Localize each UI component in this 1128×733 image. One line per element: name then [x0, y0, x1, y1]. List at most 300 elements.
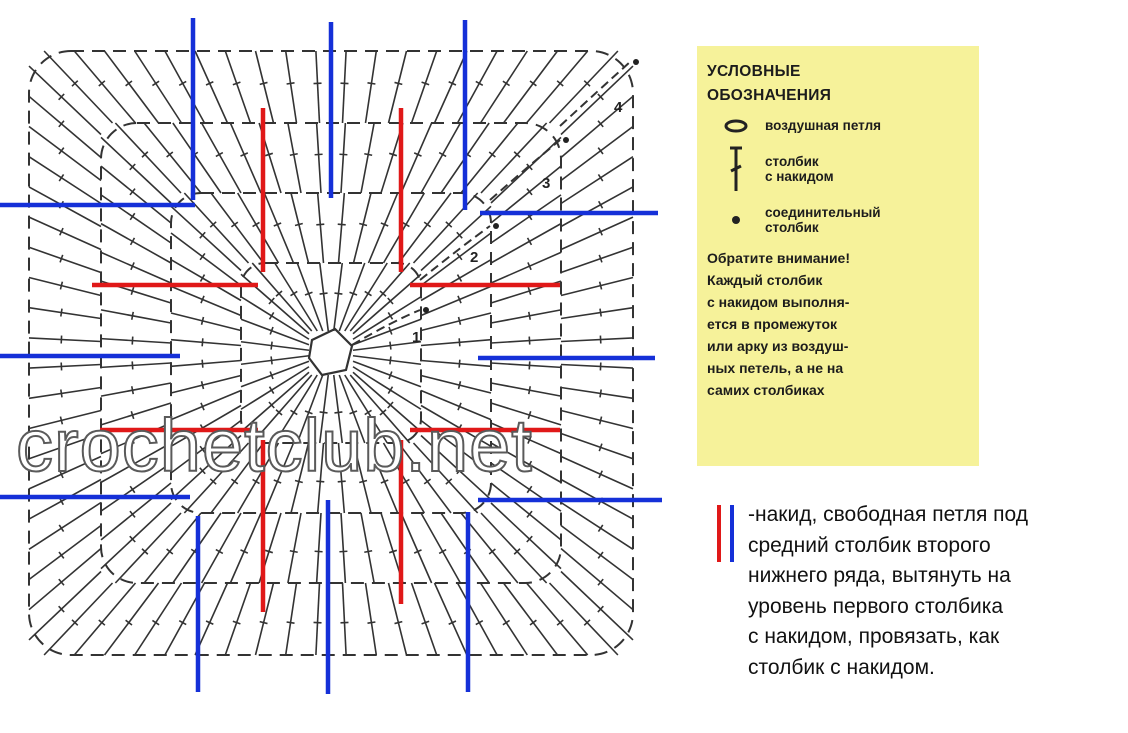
stitch [384, 193, 425, 263]
stitch-tick [132, 312, 133, 320]
stitch [353, 356, 421, 365]
slip-stitch-row-2 [493, 223, 499, 229]
stitch-post [74, 583, 135, 655]
stitch [101, 195, 171, 243]
stitch [561, 187, 633, 227]
stitch-post [101, 483, 171, 540]
stitch [29, 96, 101, 157]
stitch-post [101, 166, 171, 223]
stitch-post [421, 376, 491, 394]
row-number-3: 3 [542, 175, 551, 192]
stitch-post [421, 313, 491, 331]
stitch-tick [59, 525, 63, 532]
stitch [339, 123, 347, 193]
join-chain-row-1 [352, 310, 420, 345]
row-number-2: 2 [470, 249, 479, 266]
stitch-post [343, 51, 347, 123]
stitch-post [491, 363, 561, 367]
stitch-post [341, 123, 345, 193]
stitch-tick [202, 381, 204, 389]
stitch [74, 583, 135, 655]
stitch [101, 361, 171, 369]
legend-item-slip-stitch [707, 205, 969, 235]
stitch-post [561, 411, 633, 429]
stitch-tick [367, 83, 375, 84]
legend-label-double-crochet: столбик с накидом [765, 154, 834, 184]
stitch-post [491, 195, 561, 243]
stitch [238, 193, 279, 263]
stitch-tick [287, 622, 295, 623]
stitch-post [291, 193, 309, 263]
stitch [29, 127, 101, 181]
stitch-post [29, 503, 101, 550]
stitch-tick [334, 293, 342, 294]
legend-panel [697, 46, 979, 466]
legend-item-double-crochet [707, 145, 969, 193]
stitch-post [561, 434, 633, 459]
stitch-tick [152, 81, 159, 85]
stitch-post [384, 193, 425, 263]
center-ring [309, 329, 352, 375]
stitch [412, 583, 437, 655]
stitch [135, 583, 182, 655]
stitch [353, 342, 421, 351]
stitch-tick [320, 293, 328, 294]
stitch-post [435, 583, 467, 655]
stitch-post [561, 127, 633, 181]
stitch-tick [202, 338, 203, 346]
stitch-tick [132, 386, 133, 394]
stitch [74, 51, 135, 123]
stitch [171, 360, 241, 368]
stitch-post [561, 157, 633, 204]
stitch [504, 583, 558, 655]
stitch-post [238, 193, 279, 263]
stitch [491, 483, 561, 540]
stitch-tick [316, 224, 324, 225]
stitch-post [171, 361, 241, 367]
stitch-post [135, 583, 182, 655]
stitch [101, 166, 171, 223]
stitch-post [504, 583, 558, 655]
stitch [458, 583, 498, 655]
explanation-text: -накид, свободная петля под средний столбик второго нижнего ряда, вытянуть на уровень первого столбика с накидом, провязать, как столбик с накидом. [748, 503, 1029, 679]
stitch-post [561, 365, 633, 369]
stitch [101, 383, 171, 396]
stitch-post [29, 526, 101, 580]
stitch-tick [364, 154, 372, 155]
stitch-tick [367, 622, 375, 623]
stitch-post [561, 503, 633, 550]
stitch-tick [529, 312, 530, 320]
stitch-post [288, 513, 301, 583]
stitch [29, 308, 101, 319]
stitch-post [421, 233, 491, 286]
stitch [441, 513, 489, 583]
stitch [481, 583, 528, 655]
stitch [101, 337, 171, 345]
stitch [561, 503, 633, 550]
stitch [366, 51, 377, 123]
stitch-post [165, 51, 205, 123]
stitch-tick [527, 486, 532, 493]
stitch-post [29, 157, 101, 204]
stitch-post [29, 96, 101, 157]
stitch [435, 51, 467, 123]
stitch-tick [202, 360, 203, 368]
stitch [291, 193, 309, 263]
stitch [29, 503, 101, 550]
stitch-tick [528, 287, 530, 295]
stitch-tick [359, 224, 367, 226]
stitch-post [171, 376, 241, 394]
stitch-post [491, 339, 561, 343]
stitch [315, 513, 323, 583]
stitch-post [171, 233, 241, 286]
stitch-tick [287, 83, 295, 84]
legend-label-slip-stitch: соединительный столбик [765, 205, 881, 235]
legend-item-chain [707, 118, 969, 133]
stitch [29, 362, 101, 370]
legend-title: УСЛОВНЫЕ ОБОЗНАЧЕНИЯ [707, 63, 832, 104]
stitch-post [29, 278, 101, 296]
stitch [171, 233, 241, 286]
stitch-tick [271, 356, 272, 364]
stitch [29, 549, 101, 610]
stitch [361, 513, 374, 583]
stitch-tick [271, 342, 272, 350]
stitch-tick [290, 154, 298, 155]
stitch-tick [598, 525, 602, 532]
stitch-post [211, 193, 264, 263]
stitch-post [527, 51, 588, 123]
row-number-1: 1 [412, 329, 421, 346]
stitch-tick [503, 81, 510, 85]
stitch-post [353, 356, 421, 365]
stitch [105, 51, 159, 123]
stitch-post [491, 310, 561, 323]
stitch [561, 127, 633, 181]
stitch-post [29, 388, 101, 399]
stitch-post [286, 51, 297, 123]
stitch-tick [260, 82, 268, 84]
stitch [491, 310, 561, 323]
stitch [334, 263, 343, 331]
stitch-post [412, 583, 437, 655]
stitch [29, 247, 101, 272]
stitch-post [561, 338, 633, 342]
stitch-post [101, 363, 171, 367]
stitch-post [504, 51, 558, 123]
stitch-post [105, 583, 159, 655]
colored-bars [0, 18, 662, 694]
stitch [561, 457, 633, 489]
stitch-tick [459, 338, 460, 346]
stitch-post [481, 51, 528, 123]
stitch [369, 193, 398, 263]
stitch [171, 260, 241, 301]
stitch-tick [61, 309, 62, 317]
stitch [389, 583, 407, 655]
stitch-tick [598, 174, 602, 181]
chain-stitch-icon [707, 119, 765, 133]
stitch [29, 526, 101, 580]
stitch-tick [600, 282, 602, 290]
stitch-post [491, 483, 561, 540]
stitch [354, 193, 372, 263]
stitch [561, 549, 633, 610]
stitch-post [561, 308, 633, 319]
stitch-post [135, 51, 182, 123]
stitch-post [561, 247, 633, 272]
stitch [561, 247, 633, 272]
stitch-post [354, 193, 372, 263]
center-ring-shape [309, 329, 352, 375]
stitch-post [225, 51, 250, 123]
stitch-post [334, 263, 343, 331]
stitch-post [361, 513, 374, 583]
stitch-post [343, 583, 347, 655]
stitch [101, 483, 171, 540]
stitch-post [29, 127, 101, 181]
stitch [195, 51, 227, 123]
stitch-post [173, 123, 221, 193]
stitch [286, 583, 297, 655]
stitch [491, 383, 561, 396]
stitch-post [339, 193, 345, 263]
stitch [412, 51, 437, 123]
stitch [561, 434, 633, 459]
stitch [264, 193, 293, 263]
stitch [135, 51, 182, 123]
stitch-post [171, 286, 241, 315]
stitch-tick [390, 356, 391, 364]
stitch-post [29, 308, 101, 319]
stitch-post [361, 123, 374, 193]
stitch [171, 286, 241, 315]
stitch-post [317, 513, 321, 583]
stitch [366, 583, 377, 655]
stitch [561, 217, 633, 249]
stitch-post [101, 339, 171, 343]
stitch [421, 376, 491, 394]
stitch-tick [600, 417, 602, 425]
stitch-post [561, 526, 633, 580]
stitch-post [144, 513, 201, 583]
stitch-post [241, 356, 309, 365]
stitch-post [29, 549, 101, 610]
stitch [241, 342, 309, 351]
stitch-post [171, 340, 241, 346]
stitch-tick [600, 389, 601, 397]
stitch-post [421, 340, 491, 346]
stitch [491, 337, 561, 345]
stitch [561, 278, 633, 296]
stitch [315, 123, 323, 193]
stitch-post [316, 583, 320, 655]
stitch-post [389, 583, 407, 655]
stitch-tick [459, 317, 461, 325]
stitch [320, 263, 329, 331]
join-chain-row-2 [420, 226, 490, 280]
stitch-tick [152, 620, 159, 624]
stitch-post [461, 123, 518, 193]
stitch-tick [131, 287, 133, 295]
stitch-post [412, 51, 437, 123]
stitch-post [320, 263, 329, 331]
stitch-tick [459, 360, 460, 368]
stitch [225, 51, 250, 123]
slip-stitch-icon [707, 214, 765, 226]
stitch-post [74, 51, 135, 123]
stitch-tick [265, 550, 273, 552]
stitch-post [369, 193, 398, 263]
row-number-4: 4 [614, 99, 623, 116]
stitch-post [341, 513, 345, 583]
stitch [421, 233, 491, 286]
stitch [105, 583, 159, 655]
stitch-post [458, 583, 498, 655]
stitch-post [316, 51, 320, 123]
stitch [338, 193, 346, 263]
stitch [491, 361, 561, 369]
stitch-tick [60, 282, 62, 290]
stitch-post [491, 383, 561, 396]
stitch [165, 51, 205, 123]
stitch-post [286, 583, 297, 655]
stitch-post [29, 338, 101, 342]
stitch [29, 388, 101, 399]
stitch [561, 388, 633, 399]
stitch [421, 286, 491, 315]
stitch-post [288, 123, 301, 193]
stitch [561, 157, 633, 204]
stitch-post [389, 51, 407, 123]
stitch-tick [202, 317, 204, 325]
stitch-post [399, 193, 452, 263]
stitch [29, 157, 101, 204]
stitch-tick [389, 153, 397, 155]
stitch-tick [338, 224, 346, 225]
stitch-post [225, 583, 250, 655]
stitch [561, 308, 633, 319]
stitch-post [171, 260, 241, 301]
stitch-post [171, 313, 241, 331]
row-number-labels [412, 99, 623, 346]
stitch-post [527, 583, 588, 655]
stitch [361, 123, 374, 193]
stitch-post [317, 123, 321, 193]
stitch [421, 260, 491, 301]
stitch [561, 526, 633, 580]
stitch-post [101, 383, 171, 396]
stitch [339, 513, 347, 583]
stitch [527, 51, 588, 123]
stitch [288, 123, 301, 193]
stitch-post [195, 51, 227, 123]
stitch-tick [290, 551, 298, 552]
stitch [101, 310, 171, 323]
stitch-post [561, 457, 633, 489]
stitch-tick [395, 82, 403, 84]
slip-stitch-row-3 [563, 137, 569, 143]
stitch-tick [295, 224, 303, 226]
stitch-tick [390, 342, 391, 350]
stitch-post [441, 513, 489, 583]
stitch-tick [389, 550, 397, 552]
stitch [399, 193, 452, 263]
stitch-post [101, 310, 171, 323]
double-crochet-icon [707, 145, 765, 193]
stitch [314, 583, 322, 655]
stitch-post [101, 195, 171, 243]
stitch-post [366, 583, 377, 655]
stitch [461, 123, 518, 193]
stitch-tick [364, 551, 372, 552]
slip-stitch-row-1 [423, 307, 429, 313]
stitch [288, 513, 301, 583]
stitch-tick [59, 174, 63, 181]
stitch-post [105, 51, 159, 123]
legend-label-chain: воздушная петля [765, 118, 882, 133]
watermark: crochetclub.net [16, 404, 533, 487]
stitch-post [561, 187, 633, 227]
stitch-post [318, 193, 324, 263]
stitch-post [353, 342, 421, 351]
stitch [421, 338, 491, 346]
stitch-post [561, 278, 633, 296]
stitch-tick [600, 309, 601, 317]
stitch [481, 51, 528, 123]
stitch [171, 338, 241, 346]
stitch [389, 51, 407, 123]
stitch-post [421, 361, 491, 367]
stitch-post [561, 549, 633, 610]
stitch-tick [61, 389, 62, 397]
stitch-post [561, 217, 633, 249]
stitch [527, 583, 588, 655]
stitch [211, 193, 264, 263]
stitch-post [29, 217, 101, 249]
stitch-tick [529, 386, 530, 394]
stitch-post [29, 247, 101, 272]
stitch [29, 278, 101, 296]
stitch [421, 360, 491, 368]
stitch-tick [130, 486, 135, 493]
red-blue-marks-icon [712, 502, 742, 564]
stitch-post [366, 51, 377, 123]
stitch [286, 51, 297, 123]
stitch [29, 217, 101, 249]
stitch [421, 313, 491, 331]
stitch-tick [503, 620, 510, 624]
stitch [173, 123, 221, 193]
stitch-tick [265, 153, 273, 155]
legend-note: Обратите внимание! Каждый столбик с накидом выполня- ется в промежуток или арку из воздуш- ных петель, а не на самих столбиках [707, 250, 851, 398]
stitch [314, 51, 322, 123]
stitch [491, 195, 561, 243]
stitch [29, 336, 101, 344]
stitch [171, 313, 241, 331]
stitch-post [421, 286, 491, 315]
stitch-tick [260, 622, 268, 624]
stitch [561, 336, 633, 344]
stitch [171, 376, 241, 394]
stitch-post [264, 193, 293, 263]
stitch-post [29, 365, 101, 369]
stitch [340, 583, 348, 655]
stitch [561, 362, 633, 370]
